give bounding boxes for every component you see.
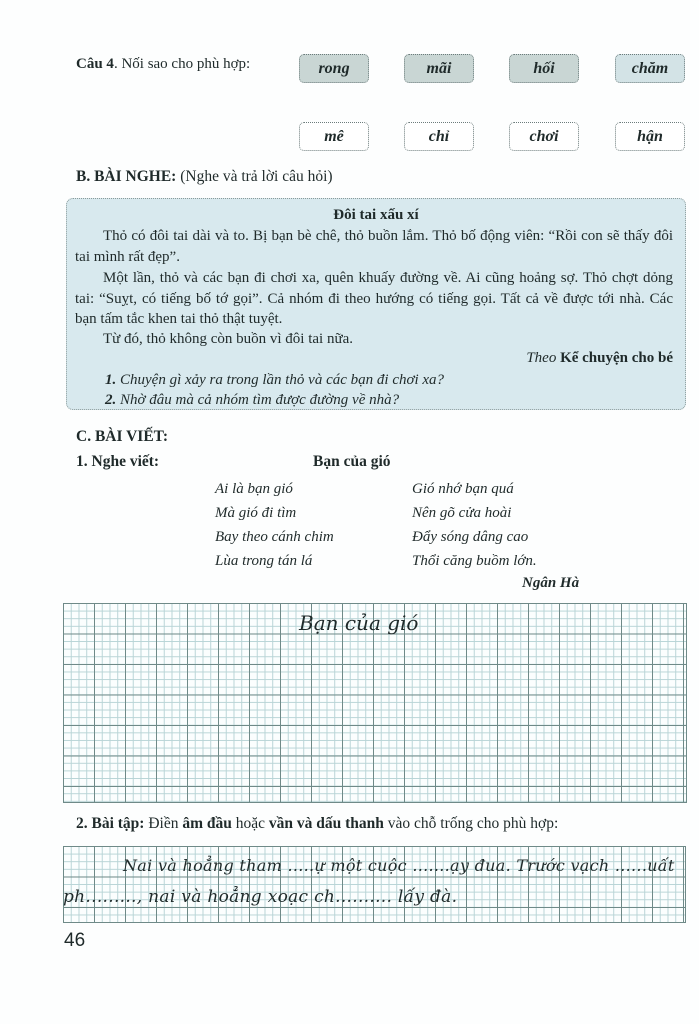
word-box-bottom-3[interactable]: [509, 122, 579, 151]
story-box: [66, 198, 686, 410]
writing-grid[interactable]: [63, 603, 687, 803]
page-number: 46: [64, 930, 86, 951]
source-name: Kể chuyện cho bé: [560, 350, 673, 366]
exercise-2-instruction: [76, 815, 558, 833]
instruction-emphasis: âm đầu: [182, 815, 232, 832]
word-box-bottom-2[interactable]: [404, 122, 474, 151]
section-b-subtitle: (Nghe và trả lời câu hỏi): [176, 168, 333, 185]
story-title: Đôi tai xấu xí: [333, 207, 419, 223]
story-paragraph-2: [75, 268, 673, 330]
story-source: [526, 348, 673, 369]
poem-title: Bạn của gió: [313, 453, 391, 470]
writing-grid-title: Bạn của gió: [299, 611, 419, 635]
word-box-text: chỉ: [428, 127, 450, 145]
poem-author: Ngân Hà: [522, 575, 580, 591]
section-b-title: B. BÀI NGHE:: [76, 168, 177, 185]
story-paragraph-text: Một lần, thỏ và các bạn đi chơi xa, quên khuấy đường về. Ai cũng hoảng sợ. Thỏ chợt dỏng tai: “Suỵt, có tiếng bố tớ gọi”. Cả nhóm đi theo hướng có tiếng gọi. Tất cả về được tới nhà. Các bạn tấm tắc khen tai thỏ thật tuyệt.: [75, 270, 673, 327]
instruction-text: vào chỗ trống cho phù hợp:: [383, 815, 559, 832]
question-text: Chuyện gì xảy ra trong lần thỏ và các bạn đi chơi xa?: [116, 372, 445, 388]
word-box-top-1[interactable]: [299, 54, 369, 83]
story-paragraph-1: [75, 226, 673, 267]
word-box-text: mãi: [426, 59, 452, 77]
story-paragraph-3: [75, 329, 673, 350]
instruction-text: Điền: [144, 815, 183, 832]
question-text: Nhờ đâu mà cả nhóm tìm được đường về nhà?: [116, 392, 400, 408]
word-box-top-4[interactable]: [615, 54, 685, 83]
poem-line: Mà gió đi tìm: [215, 505, 297, 521]
nghe-viet-label: 1. Nghe viết:: [76, 453, 160, 470]
poem-line: Lùa trong tán lá: [215, 553, 313, 569]
word-box-text: chơi: [529, 127, 559, 145]
story-question-1: [105, 370, 444, 391]
question-4-label: [76, 56, 250, 73]
section-c-heading: C. BÀI VIẾT:: [76, 428, 169, 445]
instruction-text: hoặc: [231, 815, 269, 832]
poem-line: Ai là bạn gió: [215, 481, 293, 497]
section-b-heading: [76, 168, 333, 186]
story-question-2: [105, 390, 399, 411]
poem-line: Nên gõ cửa hoài: [412, 505, 512, 521]
question-4-number: Câu 4: [76, 56, 114, 72]
story-paragraph-text: Từ đó, thỏ không còn buồn vì đôi tai nữa.: [103, 331, 353, 347]
word-box-text: rong: [318, 59, 350, 77]
exercise-2-label: 2. Bài tập:: [76, 815, 145, 832]
poem-line: Đẩy sóng dâng cao: [412, 529, 529, 545]
story-paragraph-text: Thỏ có đôi tai dài và to. Bị bạn bè chê, thỏ buồn lắm. Thỏ bố động viên: “Rồi con sẽ thấy đôi tai mình rất đẹp”.: [75, 228, 673, 265]
word-box-text: mê: [324, 127, 344, 145]
instruction-emphasis: vần và dấu thanh: [268, 815, 384, 832]
source-prefix: Theo: [526, 350, 557, 366]
word-box-text: chăm: [631, 59, 669, 77]
poem-line: Thổi căng buồm lớn.: [412, 553, 537, 569]
question-number: 2.: [105, 392, 117, 408]
word-box-top-2[interactable]: [404, 54, 474, 83]
exercise-line-1: Nai và hoẳng tham .....ự một cuộc .......ạy đua. Trước vạch ......uất: [123, 856, 675, 875]
word-box-text: hối: [533, 59, 555, 77]
poem-line: Gió nhớ bạn quá: [412, 481, 514, 497]
word-box-text: hận: [637, 127, 663, 145]
exercise-line-2: ph........., nai và hoẳng xoạc ch.......... lấy đà.: [63, 887, 458, 907]
poem-line: Bay theo cánh chim: [215, 529, 334, 545]
exercise-grid[interactable]: [63, 846, 686, 923]
word-box-bottom-4[interactable]: [615, 122, 685, 151]
question-4-instruction: . Nối sao cho phù hợp:: [113, 56, 251, 72]
word-box-bottom-1[interactable]: [299, 122, 369, 151]
question-number: 1.: [105, 372, 117, 388]
word-box-top-3[interactable]: [509, 54, 579, 83]
